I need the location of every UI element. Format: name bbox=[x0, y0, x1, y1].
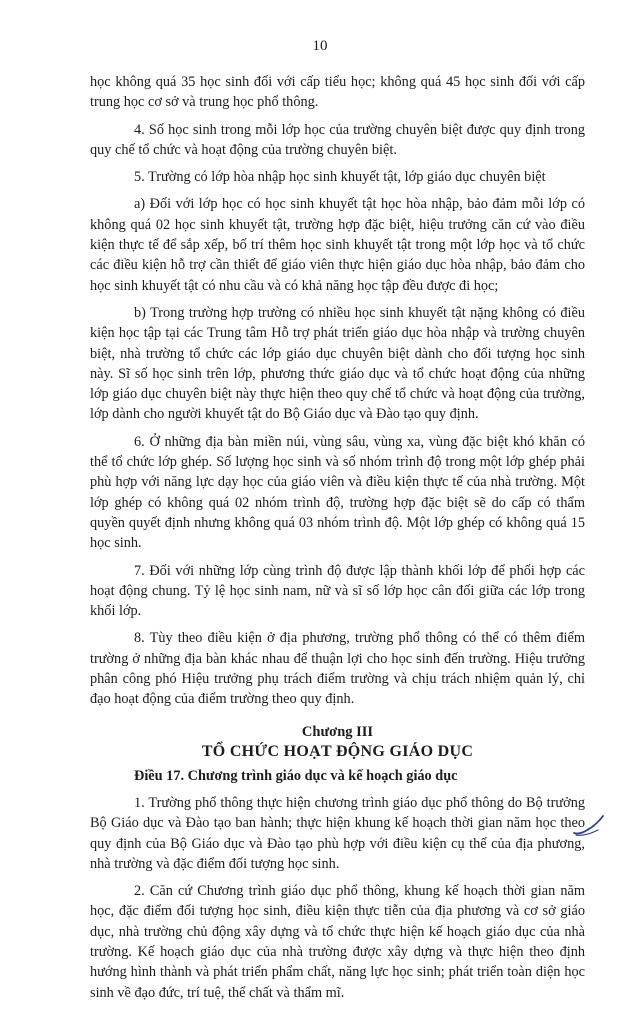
document-body bbox=[90, 72, 585, 1010]
paragraph-clause-4: 4. Số học sinh trong mỗi lớp học của trường chuyên biệt được quy định trong quy chế tổ chức và hoạt động của trường chuyên biệt. bbox=[90, 121, 585, 158]
signature-mark bbox=[572, 813, 606, 839]
paragraph-clause-6: 6. Ở những địa bàn miền núi, vùng sâu, vùng xa, vùng đặc biệt khó khăn có thể tổ chức lớp ghép. Số lượng học sinh và số nhóm trình độ trong một lớp ghép phải phù hợp với năng lực dạy học của giáo viên và điều kiện thực tế của nhà trường. Một lớp ghép có không quá 02 nhóm trình độ, trường hợp đặc biệt sẽ do cấp có thẩm quyền quyết định nhưng không quá 03 nhóm trình độ. Một lớp ghép có không quá 15 học sinh. bbox=[90, 433, 585, 552]
paragraph-clause-8: 8. Tùy theo điều kiện ở địa phương, trường phổ thông có thể có thêm điểm trường ở những địa bàn khác nhau để thuận lợi cho học sinh đến trường. Hiệu trưởng phân công phó Hiệu trưởng phụ trách điểm trường và chịu trách nhiệm quản lý, chỉ đạo hoạt động của điểm trường theo quy định. bbox=[90, 630, 585, 708]
paragraph-clause-7: 7. Đối với những lớp cùng trình độ được lập thành khối lớp để phối hợp các hoạt động chung. Tỷ lệ học sinh nam, nữ và sĩ số lớp học cân đối giữa các lớp trong khối lớp. bbox=[90, 562, 585, 620]
page-number: 10 bbox=[312, 38, 328, 54]
chapter-title: TỔ CHỨC HOẠT ĐỘNG GIÁO DỤC bbox=[201, 742, 474, 760]
paragraph-clause-5: 5. Trường có lớp hòa nhập học sinh khuyết tật, lớp giáo dục chuyên biệt bbox=[134, 169, 546, 186]
paragraph-clause-5b: b) Trong trường hợp trường có nhiều học sinh khuyết tật nặng không có điều kiện học tập tại các Trung tâm Hỗ trợ phát triển giáo dục hòa nhập và trường chuyên biệt, nhà trường tổ chức các lớp giáo dục chuyên biệt dành cho đối tượng học sinh này. Sĩ số học sinh trên lớp, phương thức giáo dục và tổ chức hoạt động của những lớp giáo dục chuyên biệt này thực hiện theo quy chế tổ chức và hoạt động của trường, lớp dành cho người khuyết tật do Bộ Giáo dục và Đào tạo quy định. bbox=[90, 304, 585, 423]
article-paragraph-2: 2. Căn cứ Chương trình giáo dục phổ thông, khung kế hoạch thời gian năm học, đặc điểm đối tượng học sinh, điều kiện thực tiễn của địa phương và cơ sở giáo dục, nhà trường chủ động xây dựng và tổ chức thực hiện kế hoạch giáo dục của nhà trường. Kế hoạch giáo dục của nhà trường được xây dựng và thực hiện theo định hướng hình thành và phát triển phẩm chất, năng lực học sinh; phát triển toàn diện học sinh về đạo đức, trí tuệ, thể chất và thẩm mĩ. bbox=[90, 883, 585, 1001]
paragraph-continuation: học không quá 35 học sinh đối với cấp tiểu học; không quá 45 học sinh đối với cấp trung học cơ sở và trung học phổ thông. bbox=[90, 74, 585, 111]
article-paragraph-1: 1. Trường phổ thông thực hiện chương trình giáo dục phổ thông do Bộ trưởng Bộ Giáo dục và Đào tạo ban hành; thực hiện khung kế hoạch thời gian năm học theo quy định của Bộ Giáo dục và Đào tạo phù hợp với điều kiện cụ thể của địa phương, nhà trường và đặc điểm đối tượng học sinh. bbox=[90, 794, 585, 872]
paragraph-clause-5a: a) Đối với lớp học có học sinh khuyết tật học hòa nhập, bảo đảm mỗi lớp có không quá 02 học sinh khuyết tật, trường hợp đặc biệt, hiệu trưởng căn cứ vào điều kiện thực tế để sắp xếp, bố trí thêm học sinh khuyết tật trong một lớp học và tổ chức các điều kiện hỗ trợ cần thiết để giáo viên thực hiện giáo dục hòa nhập, bảo đảm cho học sinh khuyết tật có nhu cầu và có khả năng học tập đều được đi học; bbox=[90, 196, 585, 294]
article-heading: Điều 17. Chương trình giáo dục và kế hoạch giáo dục bbox=[134, 767, 458, 784]
chapter-number: Chương III bbox=[301, 723, 374, 740]
